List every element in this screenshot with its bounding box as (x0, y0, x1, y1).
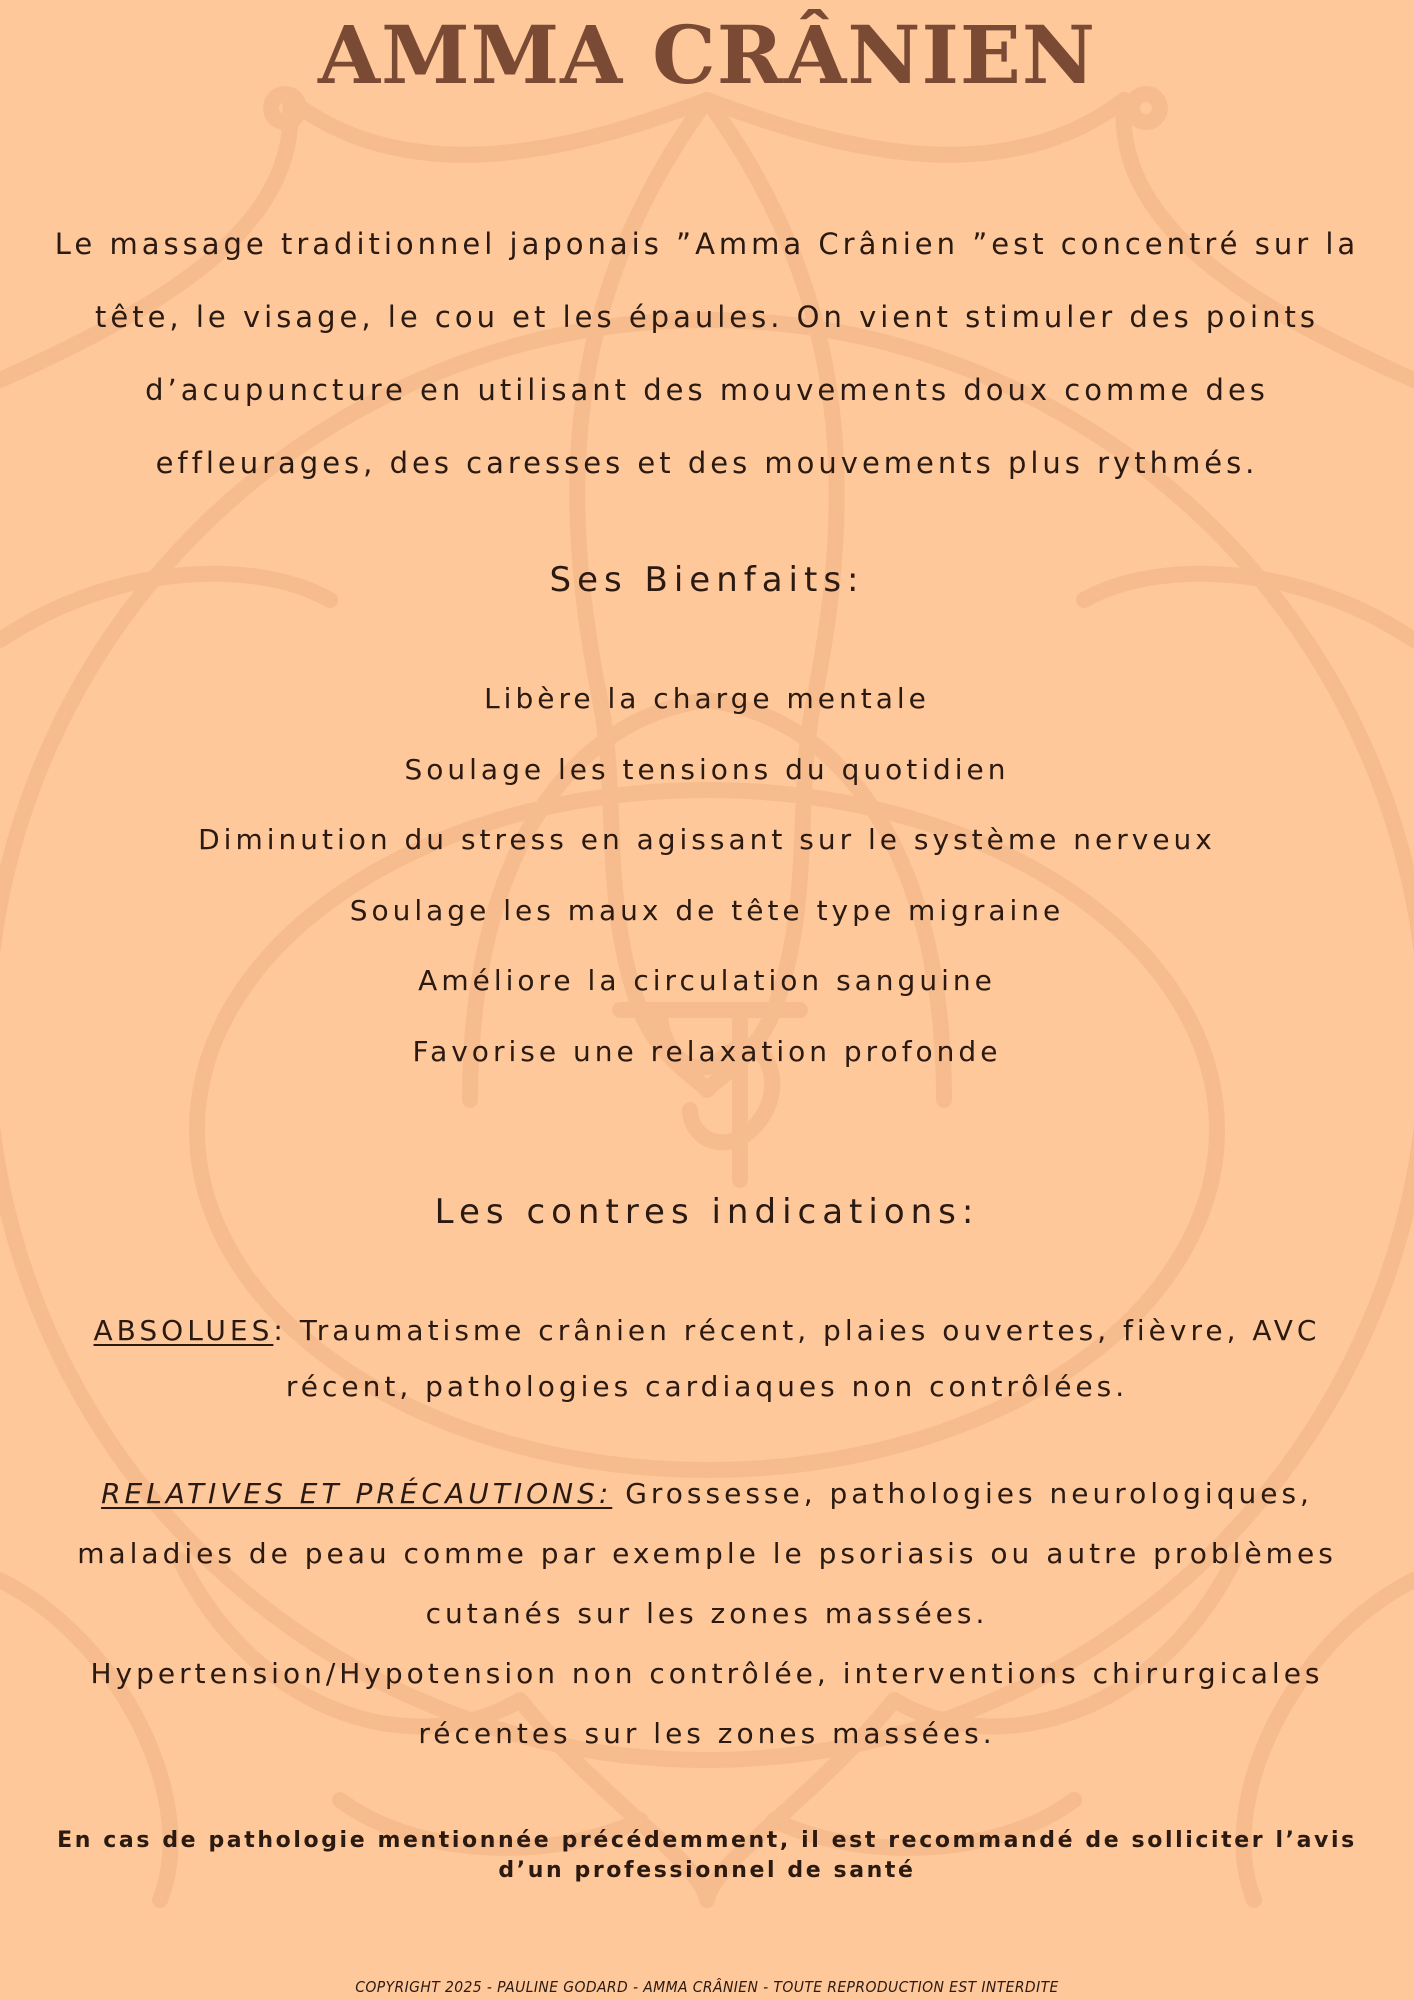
copyright-notice: COPYRIGHT 2025 - PAULINE GODARD - AMMA CRÂNIEN - TOUTE REPRODUCTION EST INTERDITE (355, 1978, 1059, 1996)
absolues-label: ABSOLUES (93, 1314, 274, 1347)
benefits-heading: Ses Bienfaits: (549, 560, 865, 600)
intro-line: Le massage traditionnel japonais ”Amma Crânien ”est concentré sur la (54, 227, 1360, 261)
relatives-label: RELATIVES ET PRÉCAUTIONS: (101, 1477, 613, 1510)
relative-line: maladies de peau comme par exemple le psoriasis ou autre problèmes (77, 1537, 1337, 1570)
intro-paragraph (0, 208, 1414, 500)
absolute-line (0, 1303, 1414, 1359)
medical-warning (0, 1826, 1414, 1886)
benefit-item: Libère la charge mentale (484, 682, 930, 715)
intro-line: tête, le visage, le cou et les épaules. On vient stimuler des points (95, 300, 1319, 334)
intro-line: d’acupuncture en utilisant des mouvements doux comme des (145, 373, 1269, 407)
contraindications-heading: Les contres indications: (434, 1192, 980, 1232)
benefits-list (0, 675, 1414, 1098)
absolute-line: récent, pathologies cardiaques non contrôlées. (285, 1370, 1129, 1403)
relative-line: récentes sur les zones massées. (418, 1717, 996, 1750)
relative-line: cutanés sur les zones massées. (425, 1597, 989, 1630)
benefit-item: Favorise une relaxation profonde (412, 1034, 1002, 1068)
benefit-item: Soulage les tensions du quotidien (404, 752, 1010, 786)
relatives-text: Grossesse, pathologies neurologiques, (612, 1477, 1313, 1510)
warning-line: d’un professionnel de santé (498, 1858, 916, 1883)
intro-line: effleurages, des caresses et des mouvements plus rythmés. (155, 446, 1259, 480)
absolute-contraindications (0, 1303, 1414, 1415)
benefit-item: Soulage les maux de tête type migraine (349, 893, 1065, 927)
warning-line: En cas de pathologie mentionnée précédemment, il est recommandé de solliciter l’avis (57, 1828, 1357, 1853)
relative-line (0, 1464, 1414, 1524)
benefit-item: Diminution du stress en agissant sur le système nerveux (198, 823, 1216, 856)
benefit-item: Améliore la circulation sanguine (418, 964, 996, 997)
page-title: AMMA CRÂNIEN (318, 8, 1096, 102)
absolues-text: : Traumatisme crânien récent, plaies ouvertes, fièvre, AVC (273, 1314, 1321, 1347)
relative-line: Hypertension/Hypotension non contrôlée, interventions chirurgicales (90, 1657, 1324, 1690)
relative-contraindications (0, 1464, 1414, 1764)
